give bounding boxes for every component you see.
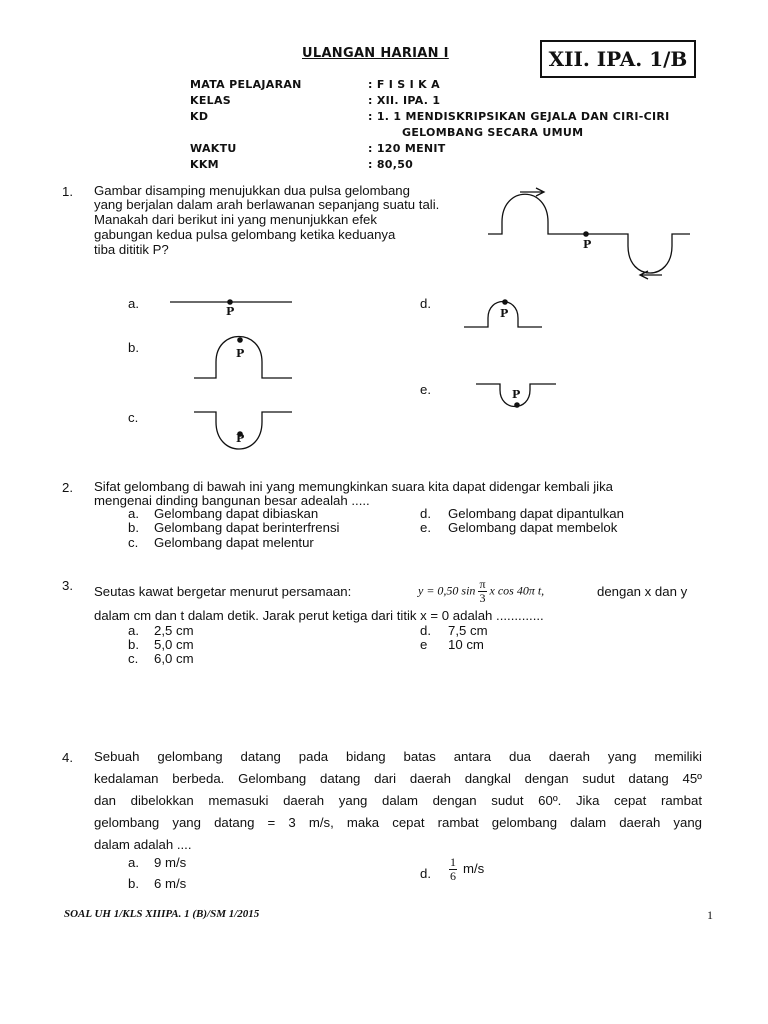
question-number: 4. xyxy=(62,750,73,765)
option-letter: d. xyxy=(420,506,431,521)
option-text: Gelombang dapat membelok xyxy=(448,520,618,535)
option-text: Gelombang dapat berinterfrensi xyxy=(154,520,340,535)
option-letter: b. xyxy=(128,520,139,535)
option-d-fraction xyxy=(449,856,457,883)
option-text: 5,0 cm xyxy=(154,637,194,652)
info-value: : 1. 1 MENDISKRIPSIKAN GEJALA DAN CIRI-CIRI xyxy=(368,110,670,123)
option-a-letter: a. xyxy=(128,296,139,311)
question-text-line: Manakah dari berikut ini yang menunjukkan efek xyxy=(94,212,377,227)
question-intro: Seutas kawat bergetar menurut persamaan: xyxy=(94,584,352,599)
page-title: ULANGAN HARIAN I xyxy=(302,46,449,61)
question-text-line: Sifat gelombang di bawah ini yang memungkinkan suara kita dapat didengar kembali jika xyxy=(94,479,614,494)
info-value: : 120 MENIT xyxy=(368,142,446,155)
equation-left: y = 0,50 sin xyxy=(418,583,476,598)
info-label: KKM xyxy=(190,158,219,171)
question-text-line: dalam adalah .... xyxy=(94,837,192,852)
option-text: 7,5 cm xyxy=(448,623,488,638)
question-text-line: tiba dititik P? xyxy=(94,242,169,257)
option-letter: e xyxy=(420,637,428,652)
option-text: Gelombang dapat dipantulkan xyxy=(448,506,624,521)
question-text-line: kedalaman berbeda. Gelombang datang dari daerah dangkal dengan sudut datang 45º xyxy=(94,771,702,786)
option-c-p-label: P xyxy=(236,432,245,445)
fraction-denominator: 6 xyxy=(450,869,456,883)
option-e-letter: e. xyxy=(420,382,431,397)
option-letter: c. xyxy=(128,651,139,666)
fraction-numerator: π xyxy=(479,577,486,591)
info-label: KELAS xyxy=(190,94,231,107)
option-text: 6,0 cm xyxy=(154,651,194,666)
info-value: : XII. IPA. 1 xyxy=(368,94,441,107)
page-number: 1 xyxy=(707,908,713,922)
footer-text: SOAL UH 1/KLS XIIIPA. 1 (B)/SM 1/2015 xyxy=(64,908,260,920)
question-number: 2. xyxy=(62,480,73,495)
option-letter: a. xyxy=(128,855,139,870)
option-letter: a. xyxy=(128,623,139,638)
question-number: 1. xyxy=(62,184,73,199)
option-letter: d. xyxy=(420,866,431,881)
option-text: 6 m/s xyxy=(154,876,187,891)
question-text-line: dalam cm dan t dalam detik. Jarak perut ketiga dari titik x = 0 adalah ............. xyxy=(94,608,544,623)
option-text: 10 cm xyxy=(448,637,484,652)
question-text-line: Sebuah gelombang datang pada bidang batas antara dua daerah yang memiliki xyxy=(94,749,702,764)
info-value: : 80,50 xyxy=(368,158,414,171)
option-letter: a. xyxy=(128,506,139,521)
question-text-line: gabungan kedua pulsa gelombang ketika keduanya xyxy=(94,227,396,242)
option-letter: b. xyxy=(128,637,139,652)
question-text-line: yang berjalan dalam arah berlawanan sepanjang suatu tali. xyxy=(94,197,440,212)
option-text: Gelombang dapat dibiaskan xyxy=(154,506,319,521)
class-box: XII. IPA. 1/B xyxy=(540,40,696,78)
question-text-line: gelombang yang datang = 3 m/s, maka cepat rambat gelombang dalam daerah yang xyxy=(94,815,702,830)
point-p-label: P xyxy=(583,238,592,251)
option-b-letter: b. xyxy=(128,340,139,355)
option-d-p-label: P xyxy=(500,307,509,320)
info-label: MATA PELAJARAN xyxy=(190,78,302,91)
option-d-letter: d. xyxy=(420,296,431,311)
option-text: m/s xyxy=(463,861,485,876)
equation-right: x cos 40π t, xyxy=(489,583,545,598)
info-value: : F I S I K A xyxy=(368,78,440,91)
question-text-line: mengenai dinding bangunan besar adealah ..... xyxy=(94,493,370,508)
question-text-line: dan dibelokkan memasuki daerah yang dalam dengan sudut 60º. Jika cepat rambat xyxy=(94,793,702,808)
option-b-p-label: P xyxy=(236,347,245,360)
options-figures xyxy=(0,0,768,470)
option-a-p-label: P xyxy=(226,305,235,318)
info-label: WAKTU xyxy=(190,142,237,155)
option-text: Gelombang dapat melentur xyxy=(154,535,314,550)
option-letter: c. xyxy=(128,535,139,550)
option-e-p-label: P xyxy=(512,388,521,401)
fraction-numerator: 1 xyxy=(450,855,456,869)
equation-fraction xyxy=(478,578,486,605)
option-letter: e. xyxy=(420,520,431,535)
option-text: 9 m/s xyxy=(154,855,187,870)
question-number: 3. xyxy=(62,578,73,593)
option-letter: d. xyxy=(420,623,431,638)
fraction-denominator: 3 xyxy=(479,591,486,605)
question-text-after: dengan x dan y xyxy=(597,584,688,599)
question-text-line: Gambar disamping menujukkan dua pulsa gelombang xyxy=(94,183,410,198)
info-label: KD xyxy=(190,110,209,123)
info-value-continued: GELOMBANG SECARA UMUM xyxy=(402,126,584,139)
option-letter: b. xyxy=(128,876,139,891)
option-c-letter: c. xyxy=(128,410,139,425)
option-text: 2,5 cm xyxy=(154,623,194,638)
wave-equation xyxy=(418,578,544,605)
